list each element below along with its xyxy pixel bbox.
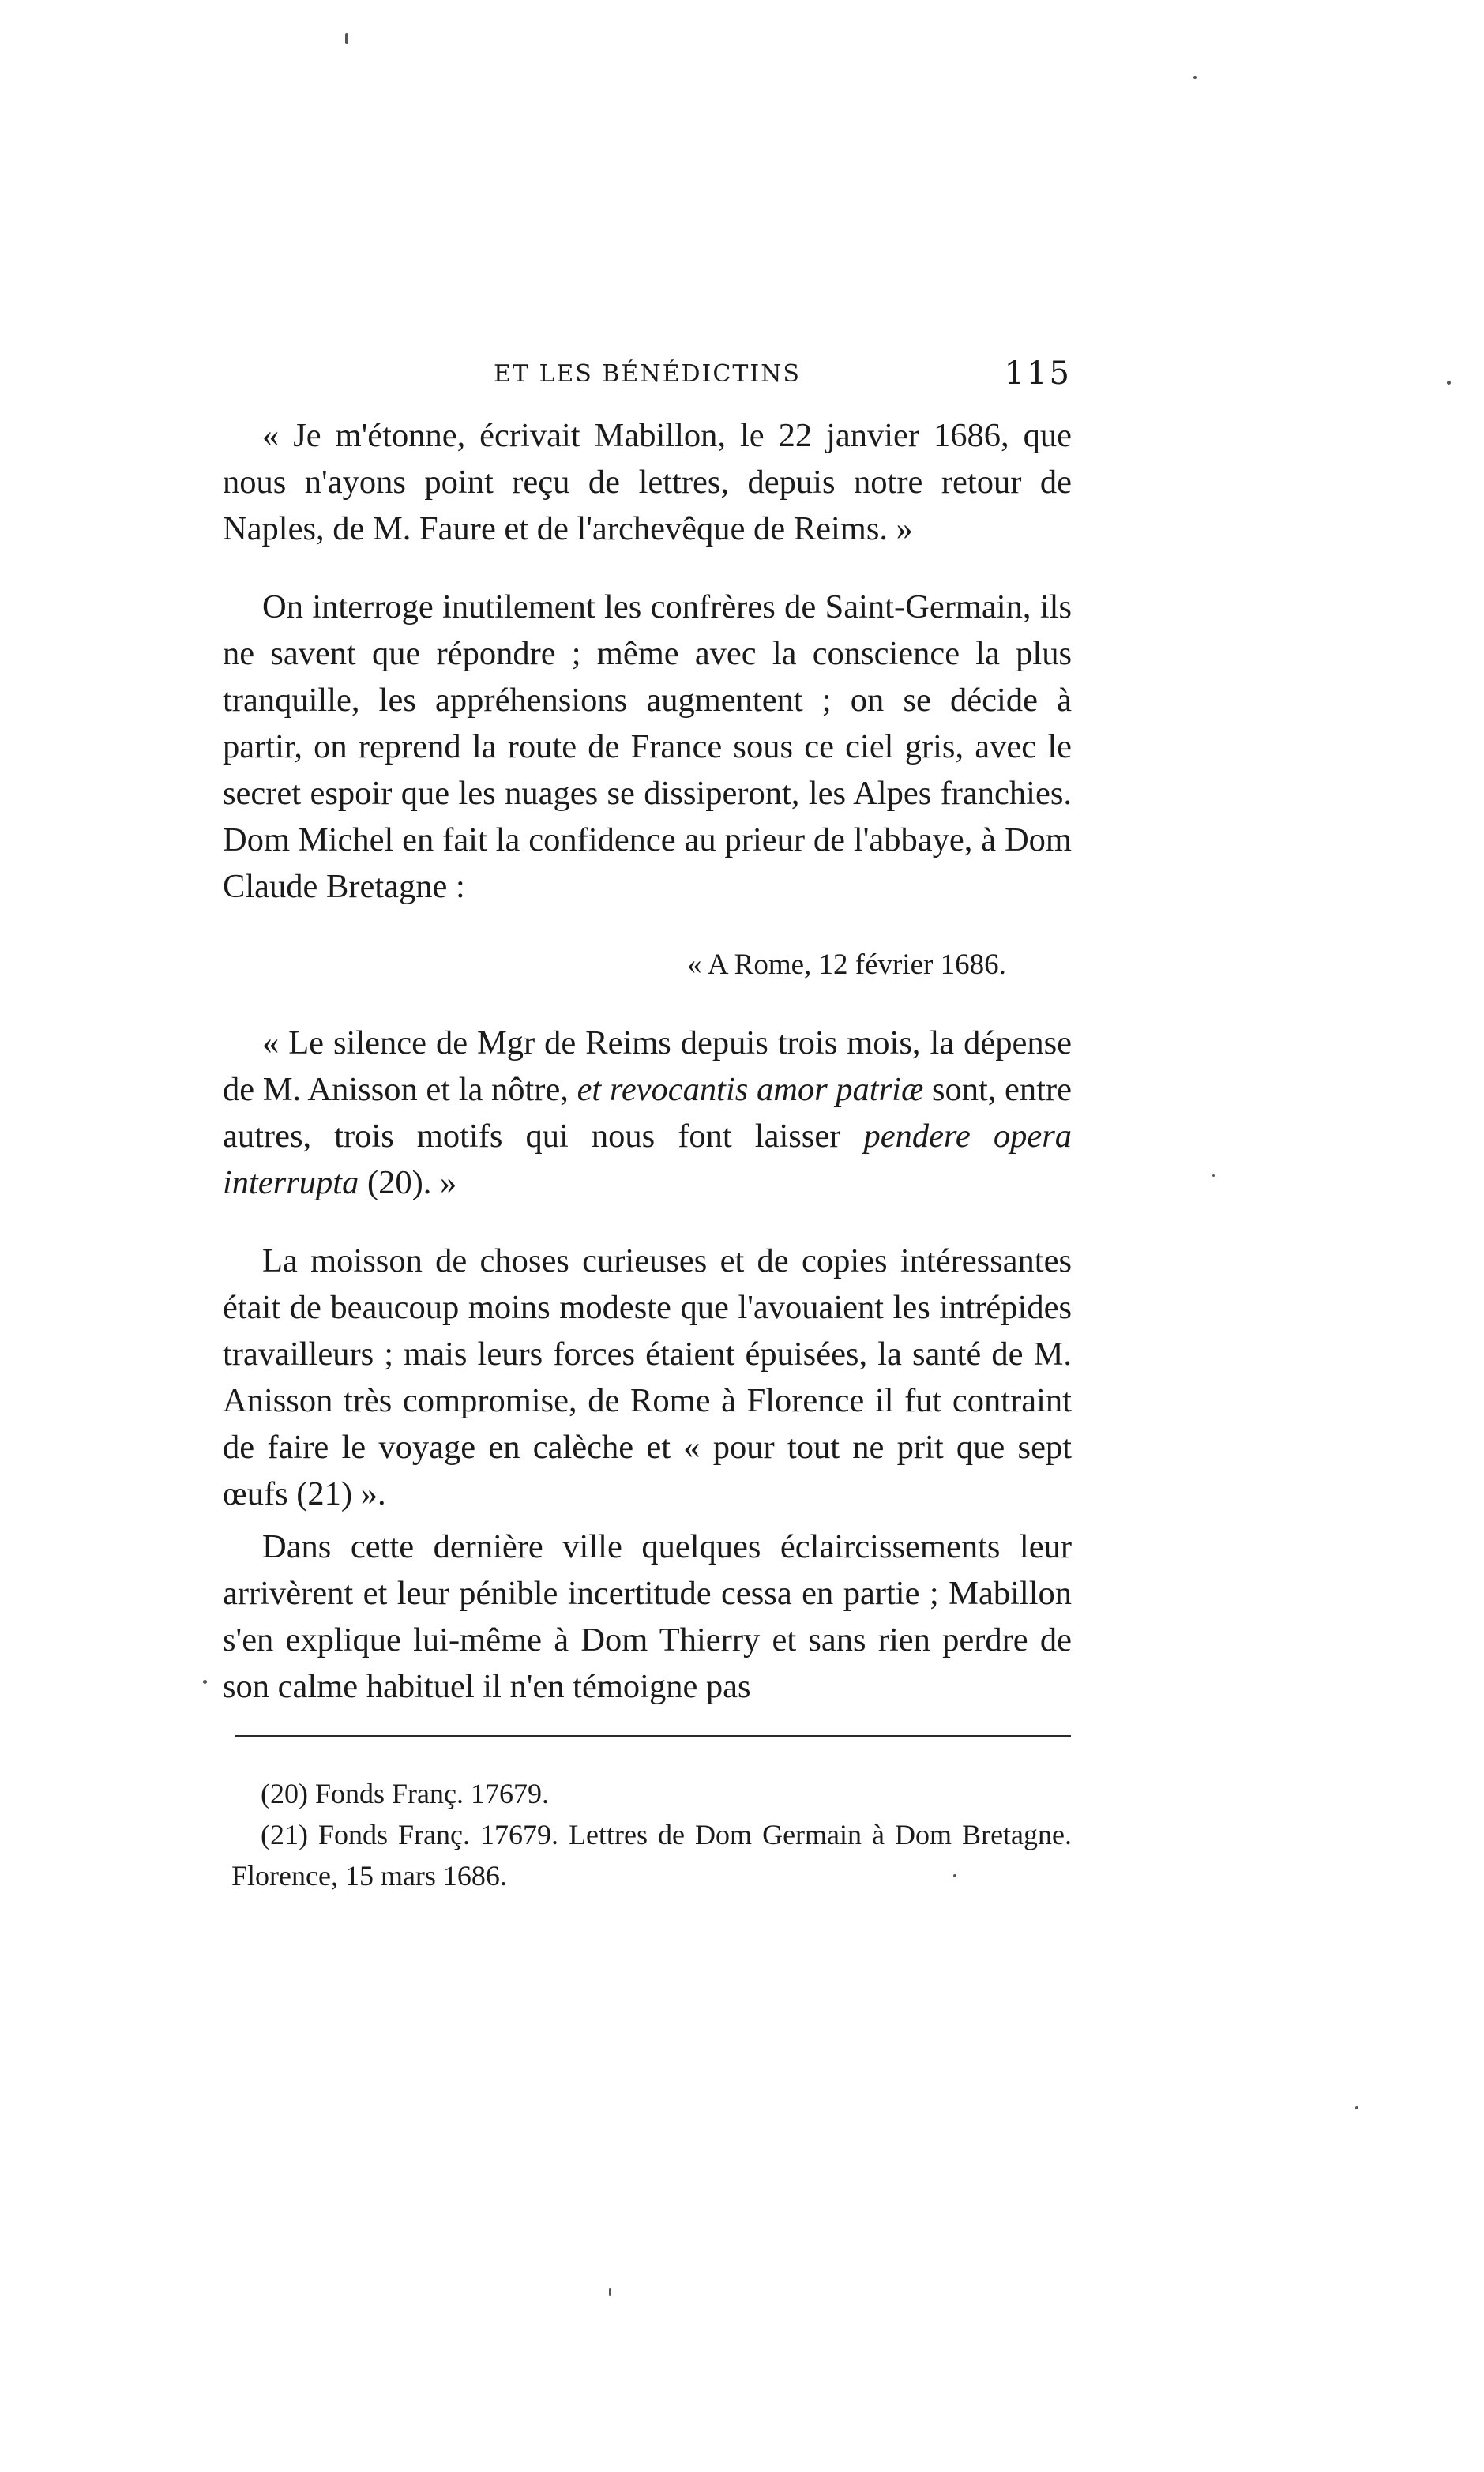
- running-title: ET LES BÉNÉDICTINS: [494, 360, 801, 388]
- scan-speck: [345, 33, 348, 44]
- scan-speck: [203, 1680, 207, 1684]
- letter-text-3: (20). »: [359, 1164, 457, 1201]
- letter-text-1: « Le silence de Mgr de Reims depuis trois mois, la dépense de M. Anisson et la nôtre,: [223, 1024, 1072, 1108]
- scan-speck: [609, 2288, 611, 2296]
- letter-dateline: « A Rome, 12 février 1686.: [687, 949, 1006, 981]
- footnotes: [231, 1773, 1072, 1896]
- scan-speck: [1355, 2106, 1358, 2109]
- latin-phrase-2: pendere opera interrupta: [223, 1118, 1072, 1201]
- footnote-20: (20) Fonds Franç. 17679.: [261, 1778, 549, 1809]
- page-number: 115: [1004, 355, 1072, 392]
- letter-text-2: sont, entre autres, trois motifs qui nous font laisser: [223, 1071, 1072, 1155]
- running-head: [223, 355, 1072, 395]
- paragraph-florence: Dans cette dernière ville quelques éclaircissements leur arrivèrent et leur pénible incertitude cessa en partie ; Mabillon s'en explique lui-même à Dom Thierry et sans rien perdre de son calme habituel il n'en témoigne pas: [223, 1528, 1072, 1705]
- paragraph-saint-germain: On interroge inutilement les confrères de Saint-Germain, ils ne savent que répondre ; même avec la conscience la plus tranquille, les appréhensions augmentent ; on se décide à partir, on reprend la route de France sous ce ciel gris, avec le secret espoir que les nuages se dissiperont, les Alpes franchies. Dom Michel en fait la confidence au prieur de l'abbaye, à Dom Claude Bretagne :: [223, 588, 1072, 905]
- paragraph-moisson: La moisson de choses curieuses et de copies intéressantes était de beaucoup moins modeste que l'avouaient les intrépides travailleurs ; mais leurs forces étaient épuisées, la santé de M. Anisson très compromise, de Rome à Florence il fut contraint de faire le voyage en calèche et « pour tout ne prit que sept œufs (21) ».: [223, 1242, 1072, 1512]
- footnote-21: (21) Fonds Franç. 17679. Lettres de Dom Germain à Dom Bretagne. Florence, 15 mars 1686.: [231, 1819, 1072, 1892]
- footnote-divider: [235, 1735, 1071, 1737]
- main-text: [223, 412, 1072, 1710]
- paragraph-quote-mabillon: « Je m'étonne, écrivait Mabillon, le 22 janvier 1686, que nous n'ayons point reçu de lettres, depuis notre retour de Naples, de M. Faure et de l'archevêque de Reims. »: [223, 417, 1072, 547]
- paragraph-letter-quote: [223, 1020, 1072, 1206]
- scan-speck: [1212, 1174, 1215, 1177]
- scan-speck: [1193, 76, 1197, 79]
- latin-phrase-1: et revocantis amor patriæ: [577, 1071, 924, 1108]
- scan-speck: [1447, 381, 1451, 385]
- scan-speck: [953, 1874, 956, 1877]
